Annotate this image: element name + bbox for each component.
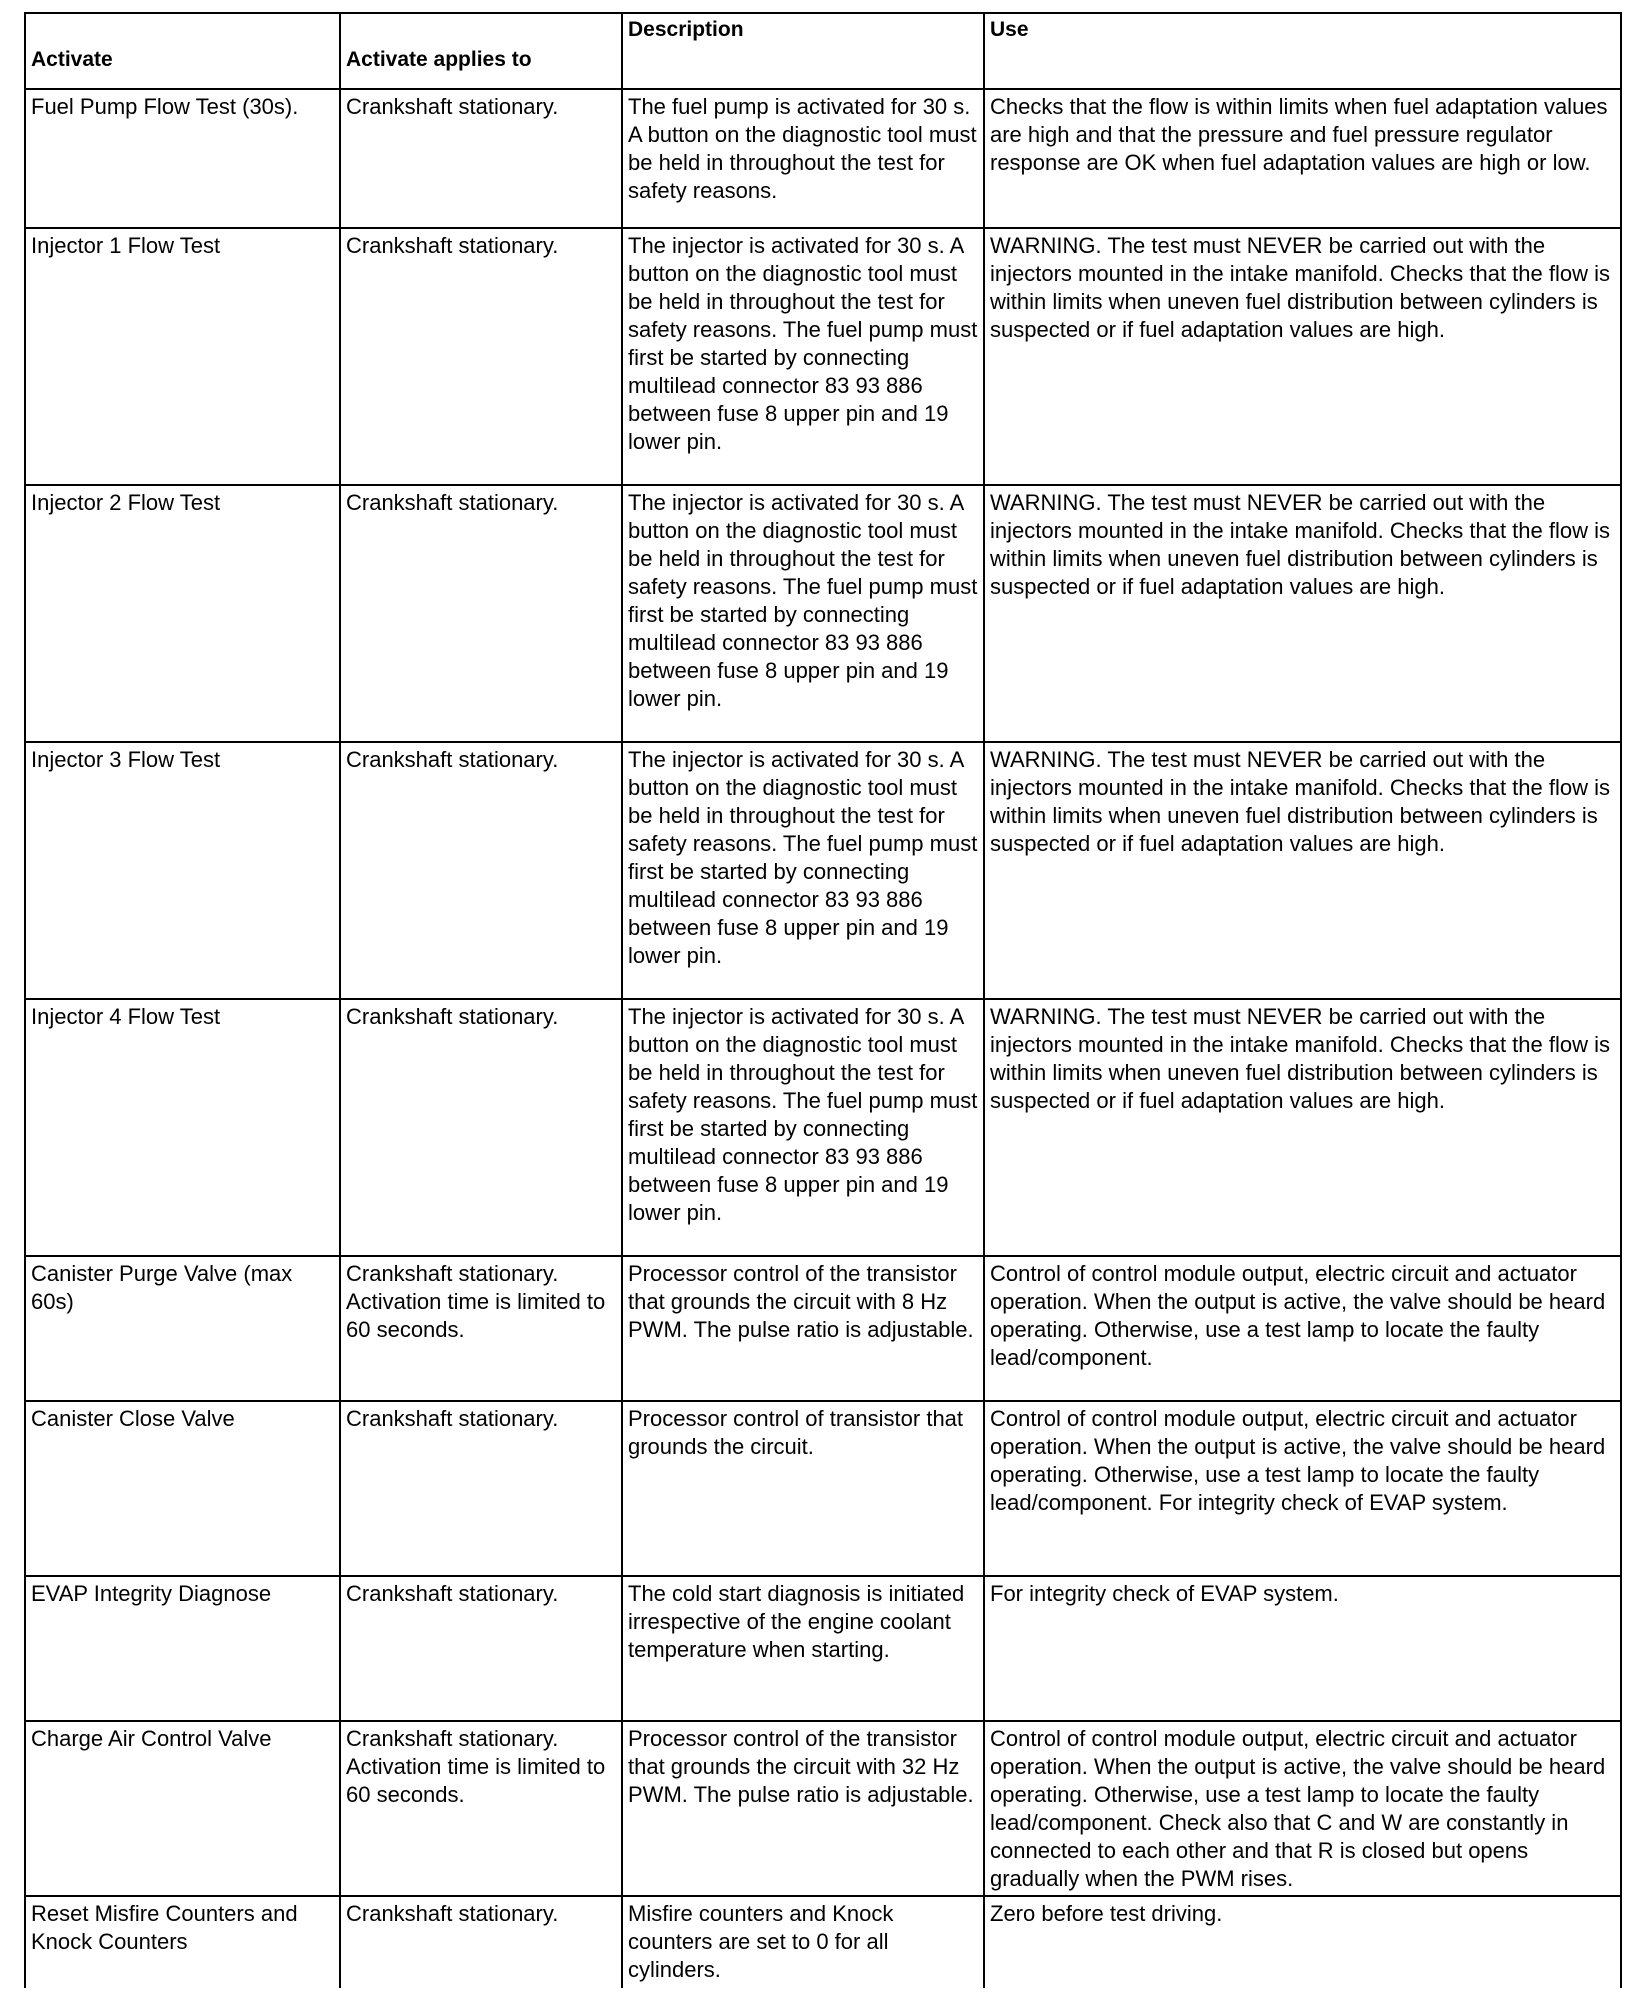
- cell-applies-to: Crankshaft stationary.: [340, 1401, 622, 1576]
- header-description-label: Description: [628, 18, 744, 41]
- cell-use: WARNING. The test must NEVER be carried out with the injectors mounted in the intake manifold. Checks that the flow is within limits when uneven fuel distribution between cylinders is suspected or if fuel adaptation values are high.: [984, 742, 1621, 999]
- cell-activate: Injector 1 Flow Test: [25, 228, 340, 485]
- cell-applies-to: Crankshaft stationary.: [340, 485, 622, 742]
- header-description: [622, 13, 984, 89]
- cell-applies-to: Crankshaft stationary.: [340, 228, 622, 485]
- cell-use: Control of control module output, electric circuit and actuator operation. When the output is active, the valve should be heard operating. Otherwise, use a test lamp to locate the faulty lead/component. For integrity check of EVAP system.: [984, 1401, 1621, 1576]
- cell-description: The fuel pump is activated for 30 s. A button on the diagnostic tool must be held in throughout the test for safety reasons.: [622, 89, 984, 228]
- table-header-row: [25, 13, 1621, 89]
- cell-description: Misfire counters and Knock counters are set to 0 for all cylinders.: [622, 1896, 984, 1988]
- table-row: [25, 485, 1621, 742]
- cell-use: WARNING. The test must NEVER be carried out with the injectors mounted in the intake manifold. Checks that the flow is within limits when uneven fuel distribution between cylinders is suspected or if fuel adaptation values are high.: [984, 999, 1621, 1256]
- table-row: [25, 1896, 1621, 1988]
- cell-use: Control of control module output, electric circuit and actuator operation. When the output is active, the valve should be heard operating. Otherwise, use a test lamp to locate the faulty lead/component. Check also that C and W are constantly in connected to each other and that R is closed but opens gradually when the PWM rises.: [984, 1721, 1621, 1896]
- cell-applies-to: Crankshaft stationary.: [340, 742, 622, 999]
- cell-activate: Injector 3 Flow Test: [25, 742, 340, 999]
- cell-applies-to: Crankshaft stationary. Activation time is limited to 60 seconds.: [340, 1721, 622, 1896]
- cell-use: Checks that the flow is within limits when fuel adaptation values are high and that the pressure and fuel pressure regulator response are OK when fuel adaptation values are high or low.: [984, 89, 1621, 228]
- cell-activate: Injector 4 Flow Test: [25, 999, 340, 1256]
- cell-activate: Fuel Pump Flow Test (30s).: [25, 89, 340, 228]
- cell-description: Processor control of transistor that grounds the circuit.: [622, 1401, 984, 1576]
- table-row: [25, 999, 1621, 1256]
- activation-table: [24, 12, 1622, 1988]
- table-row: [25, 742, 1621, 999]
- table-row: [25, 228, 1621, 485]
- cell-use: Zero before test driving.: [984, 1896, 1621, 1988]
- cell-use: Control of control module output, electric circuit and actuator operation. When the output is active, the valve should be heard operating. Otherwise, use a test lamp to locate the faulty lead/component.: [984, 1256, 1621, 1401]
- cell-description: The injector is activated for 30 s. A button on the diagnostic tool must be held in throughout the test for safety reasons. The fuel pump must first be started by connecting multilead connector 83 93 886 between fuse 8 upper pin and 19 lower pin.: [622, 228, 984, 485]
- table-row: [25, 1401, 1621, 1576]
- header-use-label: Use: [990, 18, 1029, 41]
- cell-activate: EVAP Integrity Diagnose: [25, 1576, 340, 1721]
- table-row: [25, 1576, 1621, 1721]
- cell-applies-to: Crankshaft stationary.: [340, 1896, 622, 1988]
- cell-applies-to: Crankshaft stationary.: [340, 1576, 622, 1721]
- header-activate: [25, 13, 340, 89]
- cell-use: WARNING. The test must NEVER be carried out with the injectors mounted in the intake manifold. Checks that the flow is within limits when uneven fuel distribution between cylinders is suspected or if fuel adaptation values are high.: [984, 228, 1621, 485]
- header-applies-to-label: Activate applies to: [346, 48, 532, 71]
- cell-description: The injector is activated for 30 s. A button on the diagnostic tool must be held in throughout the test for safety reasons. The fuel pump must first be started by connecting multilead connector 83 93 886 between fuse 8 upper pin and 19 lower pin.: [622, 742, 984, 999]
- cell-description: Processor control of the transistor that grounds the circuit with 32 Hz PWM. The pulse ratio is adjustable.: [622, 1721, 984, 1896]
- cell-use: WARNING. The test must NEVER be carried out with the injectors mounted in the intake manifold. Checks that the flow is within limits when uneven fuel distribution between cylinders is suspected or if fuel adaptation values are high.: [984, 485, 1621, 742]
- header-activate-label: Activate: [31, 48, 113, 71]
- cell-applies-to: Crankshaft stationary.: [340, 89, 622, 228]
- cell-activate: Reset Misfire Counters and Knock Counters: [25, 1896, 340, 1988]
- cell-description: The injector is activated for 30 s. A button on the diagnostic tool must be held in throughout the test for safety reasons. The fuel pump must first be started by connecting multilead connector 83 93 886 between fuse 8 upper pin and 19 lower pin.: [622, 485, 984, 742]
- table-row: [25, 89, 1621, 228]
- cell-applies-to: Crankshaft stationary. Activation time is limited to 60 seconds.: [340, 1256, 622, 1401]
- cell-description: The cold start diagnosis is initiated irrespective of the engine coolant temperature when starting.: [622, 1576, 984, 1721]
- cell-description: The injector is activated for 30 s. A button on the diagnostic tool must be held in throughout the test for safety reasons. The fuel pump must first be started by connecting multilead connector 83 93 886 between fuse 8 upper pin and 19 lower pin.: [622, 999, 984, 1256]
- table-row: [25, 1721, 1621, 1896]
- cell-activate: Canister Purge Valve (max 60s): [25, 1256, 340, 1401]
- header-applies-to: [340, 13, 622, 89]
- cell-activate: Charge Air Control Valve: [25, 1721, 340, 1896]
- cell-activate: Injector 2 Flow Test: [25, 485, 340, 742]
- cell-description: Processor control of the transistor that grounds the circuit with 8 Hz PWM. The pulse ratio is adjustable.: [622, 1256, 984, 1401]
- header-use: [984, 13, 1621, 89]
- cell-use: For integrity check of EVAP system.: [984, 1576, 1621, 1721]
- cell-applies-to: Crankshaft stationary.: [340, 999, 622, 1256]
- table-row: [25, 1256, 1621, 1401]
- cell-activate: Canister Close Valve: [25, 1401, 340, 1576]
